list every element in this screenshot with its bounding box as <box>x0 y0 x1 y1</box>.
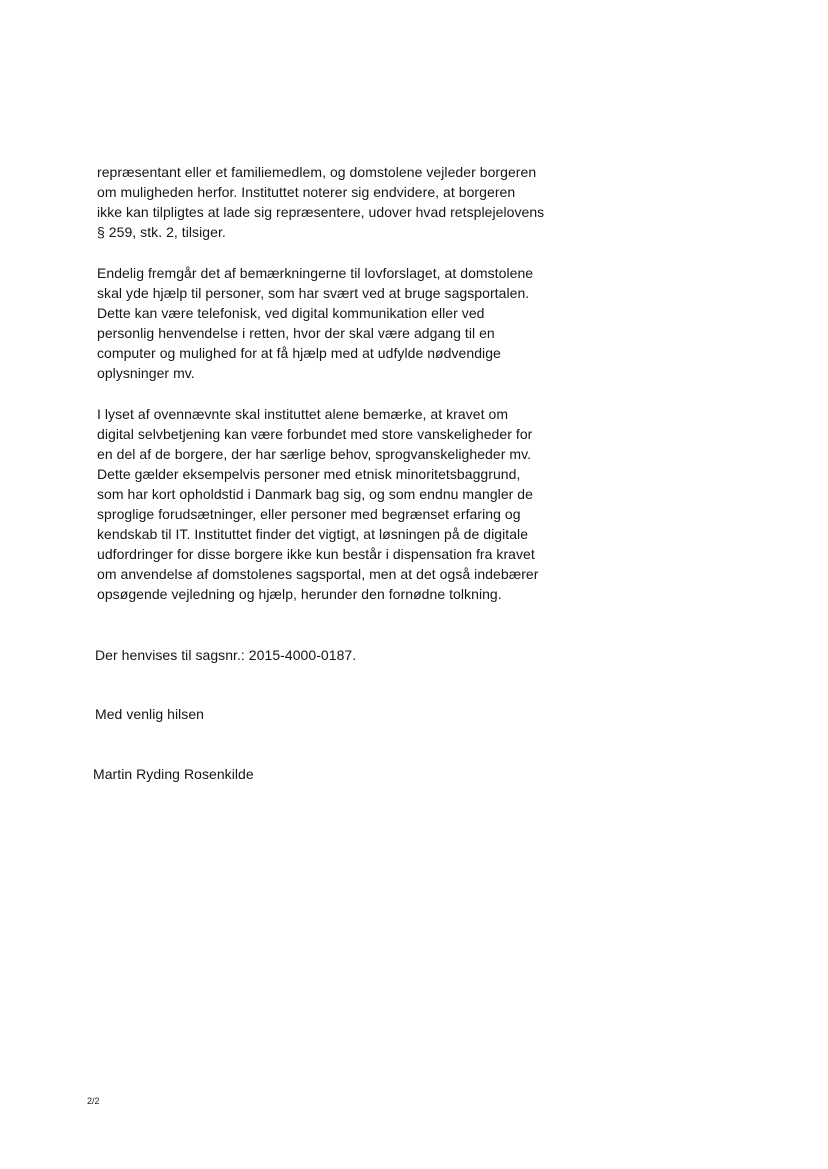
paragraph-representation: repræsentant eller et familiemedlem, og domstolene vejleder borgeren om muligheden herfor. Instituttet noterer sig endvidere, at borgeren ikke kan tilpligtes at lade sig repræsentere, udover hvad retsplejelovens § 259, stk. 2, tilsiger. <box>97 164 545 240</box>
paragraph-institute-remarks: I lyset af ovennævnte skal instituttet alene bemærke, at kravet om digital selvbetjening kan være forbundet med store vanskeligheder for en del af de borgere, der har særlige behov, sprogvanskeligheder mv. Dette gælder eksempelvis personer med etnisk minoritetsbaggrund, som har kort opholdstid i Danmark bag sig, og som endnu mangler de sproglige forudsætninger, eller personer med begrænset erfaring og kendskab til IT. Instituttet finder det vigtigt, at løsningen på de digitale udfordringer for disse borgere ikke kun består i dispensation fra kravet om anvendelse af domstolenes sagsportal, men at det også indebærer opsøgende vejledning og hjælp, herunder den fornødne tolkning. <box>97 406 539 602</box>
paragraph-court-assistance: Endelig fremgår det af bemærkningerne til lovforslaget, at domstolene skal yde hjælp til personer, som har svært ved at bruge sagsportalen. Dette kan være telefonisk, ved digital kommunikation eller ved personlig henvendelse i retten, hvor der skal være adgang til en computer og mulighed for at få hjælp med at udfylde nødvendige oplysninger mv. <box>97 265 534 381</box>
case-reference: Der henvises til sagsnr.: 2015-4000-0187. <box>95 647 357 663</box>
page-number: 2/2 <box>87 1096 100 1106</box>
signature-name: Martin Ryding Rosenkilde <box>93 766 254 782</box>
closing-greeting: Med venlig hilsen <box>95 706 205 722</box>
